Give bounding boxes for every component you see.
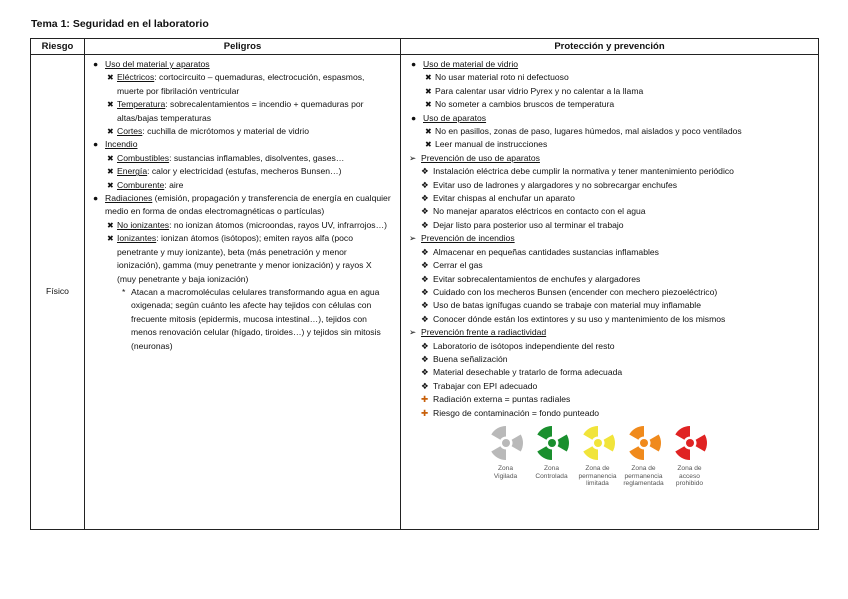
list-item: ❖ Evitar uso de ladrones y alargadores y no sobrecargar enchufes — [421, 179, 814, 192]
list-item: ❖ Trabajar con EPI adecuado — [421, 380, 814, 393]
list-item: ✖ No en pasillos, zonas de paso, lugares húmedos, mal aislados y poco ventilados — [423, 125, 814, 138]
asterisk-icon: * — [122, 286, 126, 297]
section-title: Incendio — [105, 139, 138, 150]
bullet-icon: ● — [93, 139, 99, 150]
trefoil-blade — [583, 446, 598, 460]
list-item: ✖ Energía: calor y electricidad (estufas, mecheros Bunsen…) — [105, 165, 392, 178]
header-row — [31, 39, 819, 55]
bullet-icon: ● — [411, 112, 417, 123]
trefoil-center — [502, 439, 510, 447]
cross-icon: ✖ — [107, 167, 114, 177]
section-title: Prevención frente a radiactividad — [421, 327, 547, 338]
list-item: ✖ Combustibles: sustancias inflamables, disolventes, gases… — [105, 152, 392, 165]
cross-icon: ✖ — [107, 234, 114, 244]
plus-icon: ✚ — [421, 394, 429, 405]
trefoil-blade — [491, 426, 506, 440]
document-title: Tema 1: Seguridad en el laboratorio — [31, 18, 209, 30]
section-title: Prevención de incendios — [421, 233, 515, 244]
list-item: ❖ Cerrar el gas — [421, 259, 814, 272]
zone-label: Zona de acceso prohibido — [675, 464, 704, 488]
diamond-icon: ❖ — [421, 286, 429, 297]
list-item: ✖ No ionizantes: no ionizan átomos (microondas, rayos UV, infrarrojos…) — [105, 219, 392, 232]
prevencion-incendios — [409, 232, 814, 326]
header-proteccion: Protección y prevención — [401, 39, 819, 55]
peligro-incendio — [91, 138, 392, 192]
diamond-icon: ❖ — [421, 273, 429, 284]
list-item: ✖ Comburente: aire — [105, 179, 392, 192]
content-row — [31, 55, 819, 530]
diamond-icon: ❖ — [421, 193, 429, 204]
trefoil-green-icon — [532, 425, 572, 461]
diamond-icon: ❖ — [421, 353, 429, 364]
list-item: ✚ Riesgo de contaminación = fondo punteado — [421, 407, 814, 420]
section-title: Uso de material de vidrio — [423, 59, 519, 69]
trefoil-blade — [603, 434, 614, 451]
plus-icon: ✚ — [421, 407, 429, 418]
cross-icon: ✖ — [107, 153, 114, 163]
proteccion-aparatos — [409, 112, 814, 152]
header-riesgo: Riesgo — [31, 39, 85, 55]
diamond-icon: ❖ — [421, 367, 429, 378]
trefoil-center — [640, 439, 648, 447]
list-item: ✚ Radiación externa = puntas radiales — [421, 393, 814, 406]
diamond-icon: ❖ — [421, 340, 429, 351]
trefoil-blade — [695, 434, 706, 451]
radiation-zones — [483, 425, 814, 488]
list-item: ❖ Buena señalización — [421, 353, 814, 366]
zone-permanencia-limitada — [575, 425, 620, 488]
bullet-icon: ● — [93, 59, 99, 69]
diamond-icon: ❖ — [421, 380, 429, 391]
trefoil-blade — [511, 434, 522, 451]
cross-icon: ✖ — [425, 86, 432, 96]
safety-table — [30, 38, 819, 530]
trefoil-center — [686, 439, 694, 447]
proteccion-cell — [401, 55, 819, 530]
zone-label: Zona de permanencia reglamentada — [623, 464, 664, 488]
section-title: Uso del material y aparatos — [105, 59, 210, 69]
zone-vigilada — [483, 425, 528, 488]
trefoil-center — [594, 439, 602, 447]
trefoil-blade — [557, 434, 568, 451]
list-item: * Atacan a macromoléculas celulares transformando agua en agua oxigenada; según cuánto les afecte hay tejidos con células con frecuente mitosis (epidermis, mucosa intestinal…), tejidos con menos renovación celular (hígado, tiroides…) y tejidos sin mitosis (neuronas) — [122, 286, 381, 351]
cross-icon: ✖ — [425, 140, 432, 150]
zone-label: Zona Controlada — [535, 464, 568, 480]
list-item: ✖ No someter a cambios bruscos de temperatura — [423, 98, 814, 111]
arrow-icon: ➢ — [409, 233, 417, 244]
diamond-icon: ❖ — [421, 219, 429, 230]
trefoil-gray-icon — [486, 425, 526, 461]
trefoil-blade — [537, 426, 552, 440]
cross-icon: ✖ — [107, 100, 114, 110]
riesgo-cell: Físico — [31, 55, 85, 530]
list-item: ✖ Ionizantes: ionizan átomos (isótopos); emiten rayos alfa (poco penetrante y muy ionizante), beta (más penetración y menor ionización), gamma (muy penetrante y menor ionización) y rayos X (muy penetrante y baja ionización) * Atacan a macromoléculas celulares transformando agua en agua oxigenada; según cuánto les afecte hay tejidos con células con frecuente mitosis (epidermis, mucosa intestinal…), tejidos con menos renovación celular (hígado, tiroides…) y tejidos sin mitosis (neuronas) — [105, 232, 392, 353]
trefoil-blade — [491, 446, 506, 460]
section-title: Radiaciones — [105, 193, 153, 204]
trefoil-red-icon — [670, 425, 710, 461]
zone-label: Zona de permanencia limitada — [578, 464, 617, 488]
trefoil-blade — [675, 426, 690, 440]
diamond-icon: ❖ — [421, 166, 429, 177]
trefoil-blade — [583, 426, 598, 440]
trefoil-blade — [629, 446, 644, 460]
list-item: ✖ Para calentar usar vidrio Pyrex y no calentar a la llama — [423, 85, 814, 98]
trefoil-blade — [537, 446, 552, 460]
trefoil-blade — [675, 446, 690, 460]
cross-icon: ✖ — [107, 73, 114, 83]
zone-controlada — [529, 425, 574, 488]
list-item: ✖ Temperatura: sobrecalentamientos = incendio + quemaduras por altas/bajas temperaturas — [107, 99, 364, 123]
list-item: ❖ Evitar sobrecalentamientos de enchufes y alargadores — [421, 273, 814, 286]
list-item: ✖ No usar material roto ni defectuoso — [423, 71, 814, 84]
list-item: ❖ Evitar chispas al enchufar un aparato — [421, 192, 814, 205]
diamond-icon: ❖ — [421, 300, 429, 311]
list-item: ❖ Dejar listo para posterior uso al terminar el trabajo — [421, 219, 814, 232]
list-item: ❖ Almacenar en pequeñas cantidades sustancias inflamables — [421, 246, 814, 259]
diamond-icon: ❖ — [421, 206, 429, 217]
zone-permanencia-reglamentada — [621, 425, 666, 488]
zone-label: Zona Vigilada — [493, 464, 518, 480]
list-item: ❖ Material desechable y tratarlo de forma adecuada — [421, 366, 814, 379]
trefoil-yellow-icon — [578, 425, 618, 461]
peligro-uso-material — [91, 58, 392, 138]
peligro-radiaciones: ● Radiaciones (emisión, propagación y transferencia de energía en cualquier medio en forma de ondas electromagnéticas o partículas) ✖ No ionizantes: no ionizan átomos (microondas, rayos UV, infrarrojos…) ✖ Ionizantes: ionizan átomos (isótopos); emiten rayos alfa (poco penetrante y muy ionizante), beta (más penetración y menor ionización), gamma (muy penetrante y menor ionización) y rayos X (muy penetrante y baja ionización) * Atacan a macromoléculas celulares transformando agua en agua oxigenada; según cuánto les afecte hay tejidos con células con frecuente mitosis (epidermis, mucosa intestinal…), tejidos con menos renovación celular (hígado, tiroides…) y tejidos sin mitosis (neuronas) — [91, 192, 392, 353]
arrow-icon: ➢ — [409, 152, 417, 163]
diamond-icon: ❖ — [421, 260, 429, 271]
list-item: ❖ Uso de batas ignífugas cuando se trabaje con material muy inflamable — [421, 299, 814, 312]
prevencion-aparatos — [409, 152, 814, 232]
bullet-icon: ● — [93, 193, 99, 204]
section-title: Prevención de uso de aparatos — [421, 152, 540, 163]
zone-acceso-prohibido — [667, 425, 712, 488]
trefoil-blade — [629, 426, 644, 440]
list-item: ❖ No manejar aparatos eléctricos en contacto con el agua — [421, 205, 814, 218]
prevencion-radiactividad — [409, 326, 814, 420]
cross-icon: ✖ — [107, 220, 114, 230]
list-item: ❖ Laboratorio de isótopos independiente del resto — [421, 340, 814, 353]
section-title: Uso de aparatos — [423, 112, 487, 123]
bullet-icon: ● — [411, 59, 417, 69]
cross-icon: ✖ — [425, 73, 432, 83]
peligros-cell — [85, 55, 401, 530]
header-peligros: Peligros — [85, 39, 401, 55]
trefoil-orange-icon — [624, 425, 664, 461]
list-item: ❖ Instalación eléctrica debe cumplir la normativa y tener mantenimiento periódico — [421, 165, 814, 178]
list-item: ✖ Eléctricos: cortocircuito – quemaduras, electrocución, espasmos, muerte por fibrilación ventricular — [107, 72, 365, 96]
trefoil-blade — [649, 434, 660, 451]
diamond-icon: ❖ — [421, 313, 429, 324]
cross-icon: ✖ — [107, 127, 114, 137]
arrow-icon: ➢ — [409, 327, 417, 338]
cross-icon: ✖ — [425, 127, 432, 137]
trefoil-center — [548, 439, 556, 447]
list-item: ✖ Cortes: cuchilla de micrótomos y material de vidrio — [105, 125, 392, 138]
list-item: ❖ Conocer dónde están los extintores y su uso y mantenimiento de los mismos — [421, 313, 814, 326]
proteccion-vidrio — [409, 58, 814, 112]
diamond-icon: ❖ — [421, 179, 429, 190]
cross-icon: ✖ — [425, 100, 432, 110]
diamond-icon: ❖ — [421, 246, 429, 257]
list-item: ✖ Leer manual de instrucciones — [423, 138, 814, 151]
cross-icon: ✖ — [107, 180, 114, 190]
list-item: ❖ Cuidado con los mecheros Bunsen (encender con mechero piezoeléctrico) — [421, 286, 814, 299]
